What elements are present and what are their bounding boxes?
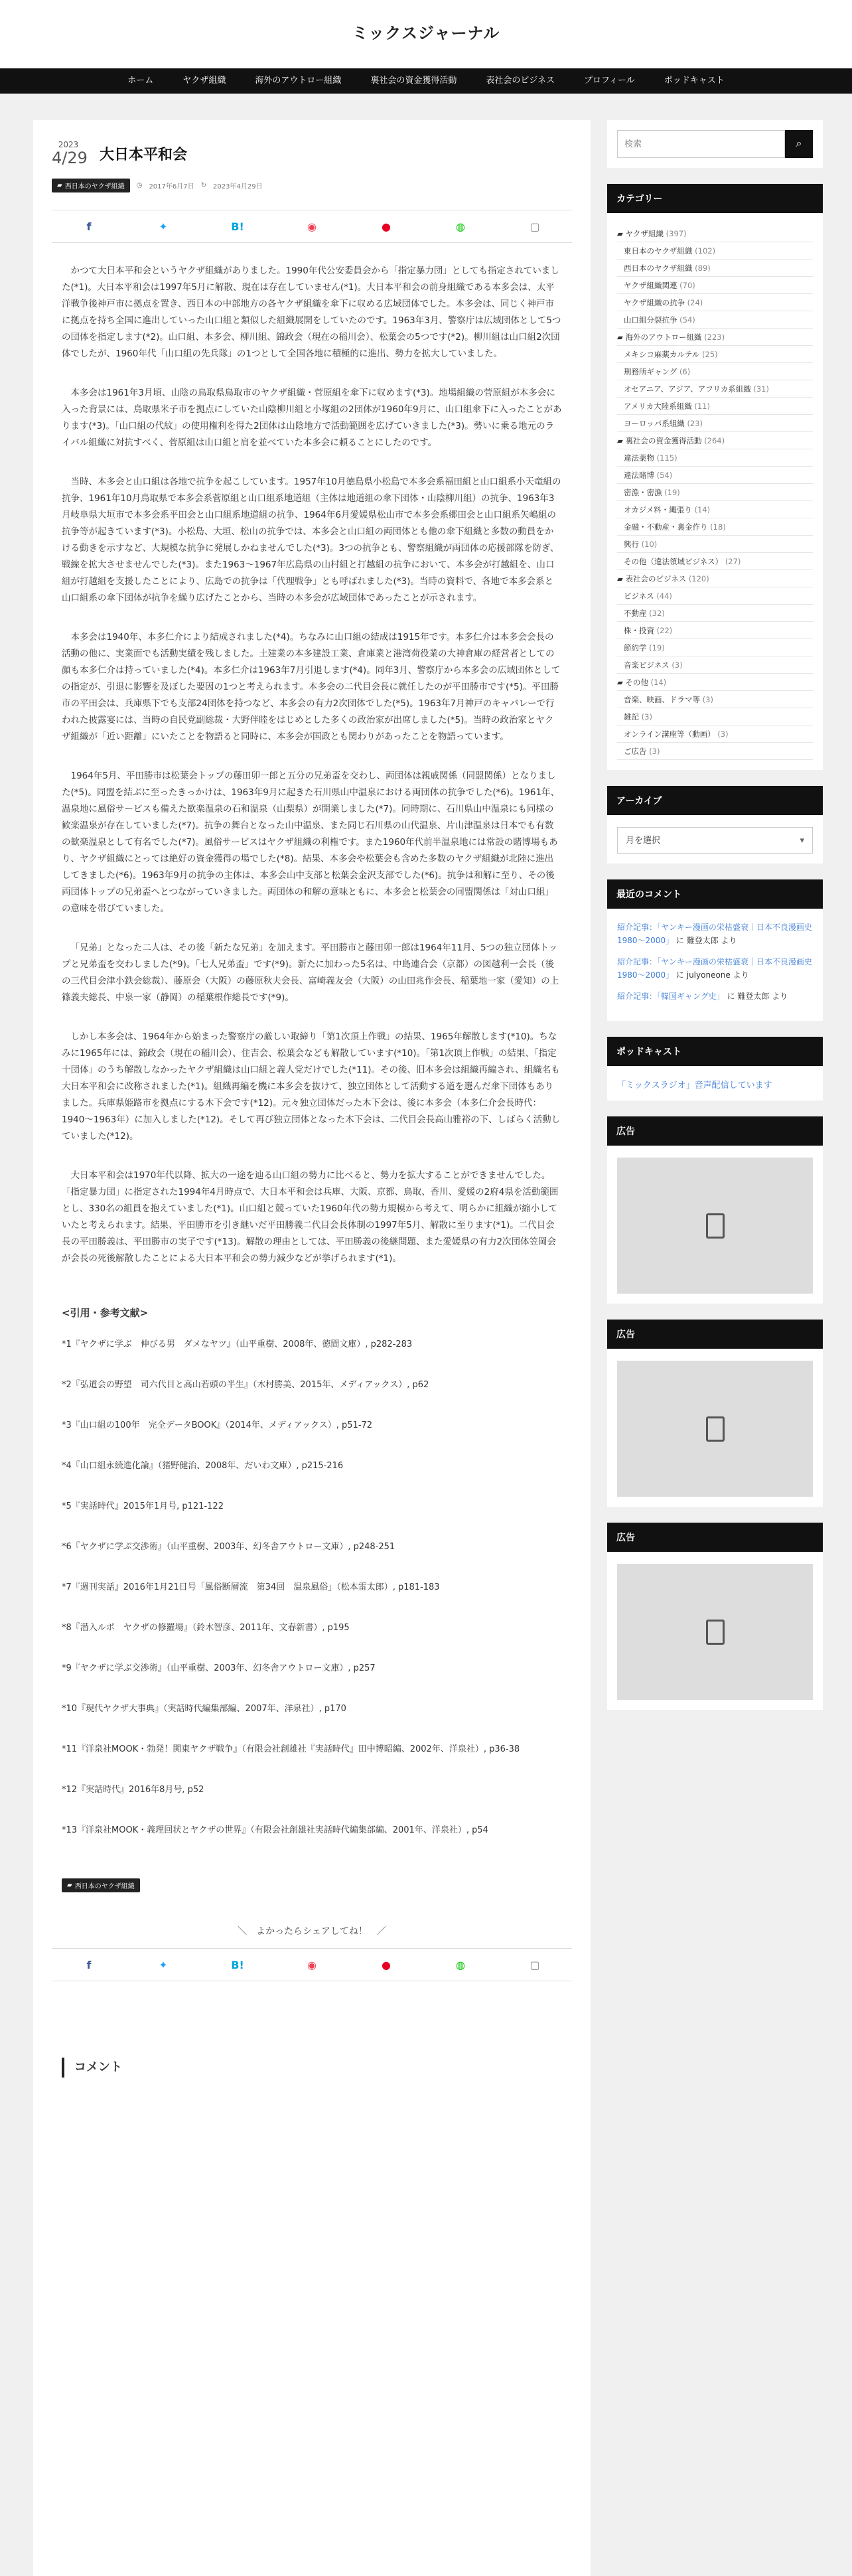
category-item[interactable] <box>617 260 813 277</box>
folder-icon: ▰ <box>617 574 626 583</box>
category-item-count: (223) <box>704 333 725 342</box>
categories-widget <box>607 184 823 770</box>
folder-icon: ▰ <box>617 333 626 342</box>
paragraph: 本多会は1961年3月頃、山陰の鳥取県鳥取市のヤクザ組織・菅原組を傘下に収めます(*3)。地場組織の菅原組が本多会に入った背景には、鳥取県米子市を拠点にしていた山陰柳川組と小塚組の2団体が1960年9月に、山口組傘下に入ったことがあります(*3)。「山口組の代紋」の使用権利を得た2団体は山陰地方で活動範囲を広げていきました(*3)。勢いに乗る地元のライバル組織に対抗すべく、菅原組は山口組と肩を並べていた本多会に頼ることにしたのです。 <box>62 388 562 448</box>
search-input[interactable] <box>617 130 785 158</box>
paragraph: 本多会は1940年、本多仁介により結成されました(*4)。ちなみに山口組の結成は1915年です。本多仁介は本多会会長の活動の他に、実業面でも活動実績を残しました。土建業の本多建設工業、倉庫業と港湾荷役業の大神倉庫の経営者としての顔も本多仁介は持っていました(*4)。本多仁介は1963年7月引退します(*4)。同年3月、警察庁から本多会の広域団体としての指定が、引退に影響を及ぼした要因の1つと考えられます。本多会の二代目会長に就任したのが平田勝市です(*5)。平田勝市の平田会は、兵庫県下でも支部24団体を持つなど、本多会の有力2次団体でした(*5)。1963年7月神戸のキャバレーで行われた披露宴には、当時の自民党副総裁・大野伴睦をはじめとした多くの政治家が出席しました(*5)。当時の政治家とヤクザ組織が「近い距離」にいたことを物語ると同時に、本多会が国政とも関わりがあったことを物語っています。 <box>62 632 561 742</box>
category-item-label: その他（違法領域ビジネス） <box>624 557 723 566</box>
reference-item: *12『実話時代』2016年8月号, p52 <box>62 1785 204 1795</box>
category-item-count: (3) <box>672 660 683 670</box>
paragraph: しかし本多会は、1964年から始まった警察庁の厳しい取締り「第1次頂上作戦」の結果、1965年解散します(*10)。ちなみに1965年には、錦政会（現在の稲川会）、住吉会、松葉会なども解散しています(*10)。「第1次頂上作戦」の結果、「指定十団体」のうち解散しなかったヤクザ組織は山口組と義人党だけでした(*11)。その後、旧本多会は組織再編され、組織名も大日本平和会に改称されました(*1)。組織再編を機に本多会を抜けて、独立団体として活動する道を選んだ傘下団体もありました。兵庫県姫路市を拠点にする木下会です(*12)。元々独立団体だった木下会は、後に本多会（本多仁介会長時代：1940〜1963年）に加入しました(*12)。そして再び独立団体となった木下会は、二代目会長高山雅裕の下、しばらく活動していました(*12)。 <box>62 1031 561 1142</box>
reference-item: *9『ヤクザに学ぶ交渉術』（山平重樹、2003年、幻冬舎アウトロー文庫）, p257 <box>62 1663 376 1673</box>
ad-placeholder[interactable] <box>617 1361 813 1497</box>
nav-business[interactable]: 表社会のビジネス <box>486 76 555 86</box>
line-share-icon[interactable]: ◍ <box>456 220 465 233</box>
pocket-share-icon[interactable]: ◉ <box>307 1958 317 1971</box>
category-item[interactable] <box>617 225 813 242</box>
sidebar <box>607 120 823 1726</box>
category-item[interactable] <box>617 484 813 501</box>
ad-title: 広告 <box>607 1320 823 1349</box>
category-item-count: (18) <box>710 522 726 532</box>
category-item-label: アメリカ大陸系組織 <box>624 402 692 411</box>
category-item-count: (3) <box>717 729 729 739</box>
category-item-label: 不動産 <box>624 609 647 618</box>
references <box>52 1306 572 1839</box>
category-item-label: 刑務所ギャング <box>624 367 677 376</box>
category-item[interactable] <box>617 311 813 329</box>
category-item-label: ヤクザ組織の抗争 <box>624 298 685 307</box>
category-item-label: 東日本のヤクザ組織 <box>624 246 693 256</box>
reference-item: *6『ヤクザに学ぶ交渉術』（山平重樹、2003年、幻冬舎アウトロー文庫）, p248-251 <box>62 1542 395 1552</box>
paragraph: 1964年5月、平田勝市は松葉会トップの藤田卯一郎と五分の兄弟盃を交わし、両団体は親戚関係（同盟関係）となりました(*5)。同盟を結ぶに至ったきっかけは、1963年9月に起きた石川県山中温泉における両団体の抗争でした(*6)。1961年、温泉地に風俗サービスも備えた歓楽温泉の石和温泉（山梨県）が開業しました(*7)。同時期に、石川県山中温泉にも同様の歓楽温泉が存在していました(*7)。抗争の舞台となった山中温泉、また同じ石川県の山代温泉、片山津温泉は日本でも有数の歓楽温泉として有名でした(*7)。風俗サービスはヤクザ組織の利権です。また1960年代前半温泉地には常設の賭博場もあり、ヤクザ組織にとっては絶好の資金獲得の場でした(*8)。結果、本多会や松葉会も含めた多数のヤクザ組織が北陸に進出してきました(*6)。1963年9月の抗争の主体は、本多会山中支部と松葉会金沢支部でした(*6)。抗争は和解に至り、その後両団体トップの兄弟盃へとつながっていきました。両団体の和解の意味ともに、本多会と松葉会の同盟関係は「対山口組」の意味を帯びていました。 <box>62 771 560 914</box>
category-item-label: 海外のアウトロー組織 <box>625 333 702 342</box>
comments-heading: コメント <box>62 2058 572 2078</box>
copy-link-icon[interactable]: ▢ <box>530 220 540 233</box>
category-item-label: オセアニア、アジア、アフリカ系組織 <box>624 384 751 394</box>
category-item[interactable] <box>617 656 813 674</box>
category-item[interactable] <box>617 346 813 363</box>
category-label: 西日本のヤクザ組織 <box>74 1883 135 1890</box>
recent-comment-link[interactable]: 紹介記事：「韓国ギャング史」 <box>617 992 725 1001</box>
site-title[interactable]: ミックスジャーナル <box>352 24 500 42</box>
copy-link-icon[interactable]: ▢ <box>530 1958 540 1971</box>
category-item-count: (23) <box>687 419 703 428</box>
pinterest-share-icon[interactable]: ● <box>382 220 391 233</box>
category-item-count: (31) <box>753 384 769 394</box>
category-item-count: (10) <box>641 540 658 549</box>
reference-item: *10『現代ヤクザ大事典』（実話時代編集部編、2007年、洋泉社）, p170 <box>62 1704 346 1714</box>
archive-select[interactable]: 月を選択 ▾ <box>617 827 813 854</box>
folder-icon: ▰ <box>617 678 626 687</box>
share-bar-top <box>52 210 572 243</box>
category-item-count: (14) <box>694 505 711 514</box>
reference-item: *13『洋泉社MOOK・義理回状とヤクザの世界』（有限会社創雄社実話時代編集部編、2001年、洋泉社）, p54 <box>62 1825 488 1835</box>
category-item[interactable] <box>617 674 813 691</box>
ad-widget <box>607 1320 823 1507</box>
search-icon: ⌕ <box>796 138 802 149</box>
reference-item: *8『潜入ルポ ヤクザの修羅場』（鈴木智彦、2011年、文春新書）, p195 <box>62 1623 350 1633</box>
search-widget <box>607 120 823 168</box>
published-date: 2017年6月7日 <box>149 183 194 190</box>
post-month-day: 4/29 <box>52 149 88 167</box>
facebook-share-icon[interactable]: f <box>86 220 92 233</box>
bottom-category <box>52 1878 572 1892</box>
ad-title: 広告 <box>607 1523 823 1552</box>
category-item-label: その他 <box>625 678 648 687</box>
category-item-label: ご広告 <box>624 747 647 756</box>
recent-comment: 紹介記事：「ヤンキー漫画の栄枯盛衰｜日本不良漫画史1980～2000」 に 難登太郎 より <box>617 923 812 945</box>
category-item-label: オカジメ料・縄張り <box>624 505 692 514</box>
reference-list <box>62 1337 562 1839</box>
category-item-count: (54) <box>656 471 673 480</box>
category-item[interactable] <box>617 536 813 553</box>
category-list <box>617 225 813 760</box>
recent-comment-link[interactable]: 紹介記事：「ヤンキー漫画の栄枯盛衰｜日本不良漫画史1980～2000」 <box>617 923 812 945</box>
facebook-share-icon[interactable]: f <box>86 1958 92 1971</box>
post-meta <box>52 179 572 192</box>
share-bar-bottom <box>52 1948 572 1981</box>
ad-widget <box>607 1116 823 1304</box>
category-item[interactable] <box>617 294 813 311</box>
category-item-label: ヨーロッパ系組織 <box>624 419 685 428</box>
category-item[interactable] <box>617 329 813 346</box>
category-item[interactable] <box>617 725 813 743</box>
category-item-count: (70) <box>679 281 695 290</box>
category-item-count: (3) <box>649 747 660 756</box>
category-item-label: 違法賭博 <box>624 471 654 480</box>
category-item-label: 株・投資 <box>624 626 654 635</box>
category-item[interactable] <box>617 277 813 294</box>
category-item-label: ビジネス <box>624 591 654 601</box>
category-item-label: 興行 <box>624 540 639 549</box>
category-item-count: (19) <box>649 643 665 652</box>
category-item-count: (24) <box>687 298 703 307</box>
podcast-widget <box>607 1037 823 1100</box>
category-item-count: (397) <box>666 229 687 238</box>
category-item-count: (25) <box>701 350 718 359</box>
category-item-count: (19) <box>664 488 680 497</box>
category-item[interactable] <box>617 467 813 484</box>
reference-item: *2『弘道会の野望 司六代目と高山若頭の半生』（木村勝美、2015年、メディアックス）, p62 <box>62 1380 429 1390</box>
category-item[interactable] <box>617 553 813 570</box>
post-year: 2023 <box>58 140 79 149</box>
folder-icon: ▰ <box>617 229 626 238</box>
category-item[interactable] <box>617 380 813 398</box>
category-item-count: (3) <box>702 695 713 704</box>
reference-item: *3『山口組の100年 完全データBOOK』（2014年、メディアックス）, p51-72 <box>62 1420 373 1430</box>
paragraph: かつて大日本平和会というヤクザ組織がありました。1990年代公安委員会から「指定暴力団」としても指定されていました(*1)。大日本平和会は1997年5月に解散、現在は存在していません(*1)。大日本平和会の前身組織である本多会は、太平洋戦争後神戸市に拠点を置き、西日本の中部地方の各ヤクザ組織を傘下に収める広域団体でした。本多会は、同じく神戸市に拠点を持ち全国に進出していった山口組と類似した組織展開をしていたのです。1963年3月、警察庁は広域団体として5つの団体を指定します(*2)。山口組、本多会、柳川組、錦政会（現在の稲川会）、松葉会の5つです(*2)。柳川組は山口組2次団体でしたが、1960年代「山口組の先兵隊」の1つとして全国各地に積極的に進出、勢力を拡大していました。 <box>62 265 561 359</box>
line-share-icon[interactable]: ◍ <box>456 1958 465 1971</box>
nav-home[interactable]: ホーム <box>127 76 154 86</box>
category-badge[interactable]: ▰ 西日本のヤクザ組織 <box>52 179 130 192</box>
global-nav <box>0 68 852 94</box>
twitter-share-icon[interactable]: ✦ <box>159 220 168 233</box>
category-item-count: (120) <box>688 574 709 583</box>
category-item-label: 山口組分裂抗争 <box>624 315 677 325</box>
category-item-count: (102) <box>695 246 716 256</box>
updated-date: 2023年4月29日 <box>213 183 263 190</box>
page-title: 大日本平和会 <box>100 146 188 163</box>
nav-underworld[interactable]: 裏社会の資金獲得活動 <box>370 76 457 86</box>
ad-title: 広告 <box>607 1116 823 1146</box>
nav-profile[interactable]: プロフィール <box>583 76 635 86</box>
paragraph: 「兄弟」となった二人は、その後「新たな兄弟」を加えます。平田勝市と藤田卯一郎は1964年11月、5つの独立団体トップと兄弟盃を交わしました(*9)。「七人兄弟盃」です(*9)。新たに加わった5名は、中島連合会（京都）の図越利一会長（後の三代目会津小鉄会総裁）、藤原会（大阪）の藤原秋夫会長、富崎義友会（大阪）の山田兆作会長、稲葉地一家（愛知）の上篠義夫総長、中泉一家（静岡）の稲葉根作総長です(*9)。 <box>62 943 559 1003</box>
category-item-label: 違法薬物 <box>624 453 654 463</box>
recent-comment-link[interactable]: 紹介記事：「ヤンキー漫画の栄枯盛衰｜日本不良漫画史1980～2000」 <box>617 957 812 980</box>
post-date <box>52 140 88 167</box>
category-item[interactable] <box>617 518 813 536</box>
category-item-count: (89) <box>695 264 711 273</box>
hatena-share-icon[interactable]: B! <box>231 220 244 233</box>
podcast-link[interactable]: 「ミックスラジオ」音声配信しています <box>617 1081 772 1091</box>
category-item-label: 金融・不動産・裏金作り <box>624 522 708 532</box>
category-item-label: メキシコ麻薬カルテル <box>624 350 700 359</box>
reference-item: *11『洋泉社MOOK・勃発！関東ヤクザ戦争』（有限会社創雄社『実話時代』田中博昭編、2002年、洋泉社）, p36-38 <box>62 1744 520 1754</box>
category-label: 西日本のヤクザ組織 <box>64 183 125 190</box>
category-item[interactable] <box>617 622 813 639</box>
share-prompt: ＼ よかったらシェアしてね！ ／ <box>238 1926 386 1937</box>
recent-comment: 紹介記事：「ヤンキー漫画の栄枯盛衰｜日本不良漫画史1980～2000」 に julyoneone より <box>617 957 812 980</box>
hatena-share-icon[interactable]: B! <box>231 1958 244 1971</box>
category-item-count: (14) <box>650 678 667 687</box>
category-item-label: 音楽、映画、ドラマ等 <box>624 695 700 704</box>
site-header <box>0 0 852 68</box>
category-item-count: (11) <box>694 402 710 411</box>
category-item[interactable] <box>617 639 813 656</box>
paragraph: 当時、本多会と山口組は各地で抗争を起こしています。1957年10月徳島県小松島で本多会系福田組と山口組系小天竜組の抗争、1961年10月鳥取県で本多会系菅原組と山口組系地道組（主体は地道組の傘下団体・山陰柳川組）の抗争、1963年3月岐阜県大垣市で本多会系平田会と山口組系地道組の抗争、1964年6月愛媛県松山市で本多会系郷田会と山口組系矢嶋組の抗争等が起きています(*3)。小松島、大垣、松山の抗争では、本多会と山口組の両団体とも他の傘下組織と多数の動員をかける動きを示すなど、大規模な抗争に発展しかねませんでした(*3)。3つの抗争とも、警察組織が両団体の応援部隊を防ぎ、戦線を拡大させませんでした(*3)。また1963〜1967年広島県の山村組と打越組の抗争において、本多会が打越組を、山口組が打越組を支援したことにより、広島での抗争は「代理戦争」とも呼ばれました(*3)。当時の資料で、各地で本多会系と山口組系の傘下団体が抗争を繰り広げたことから、当時の本多会が広域団体であったことが示されます。 <box>62 477 561 603</box>
ad-widget <box>607 1523 823 1710</box>
nav-yakuza[interactable]: ヤクザ組織 <box>182 76 226 86</box>
nav-overseas[interactable]: 海外のアウトロー組織 <box>255 76 342 86</box>
category-item[interactable] <box>617 398 813 415</box>
category-item[interactable] <box>617 708 813 725</box>
category-item[interactable] <box>617 501 813 518</box>
category-item[interactable] <box>617 415 813 432</box>
post-body <box>52 263 572 1267</box>
category-item-count: (3) <box>641 712 652 721</box>
category-item-count: (27) <box>725 557 741 566</box>
podcast-title: ポッドキャスト <box>607 1037 823 1066</box>
references-title: <引用・参考文献> <box>62 1307 149 1319</box>
twitter-share-icon[interactable]: ✦ <box>159 1958 168 1971</box>
category-badge-bottom[interactable]: ▰ 西日本のヤクザ組織 <box>62 1878 140 1892</box>
category-item-label: オンライン講座等（動画） <box>624 729 715 739</box>
refresh-icon: ↻ <box>200 182 207 189</box>
recent-comments-widget <box>607 879 823 1021</box>
ad-placeholder[interactable] <box>617 1564 813 1700</box>
recent-comment: 紹介記事：「韓国ギャング史」 に 難登太郎 より <box>617 992 788 1001</box>
category-item-count: (32) <box>649 609 665 618</box>
category-item-label: 西日本のヤクザ組織 <box>624 264 693 273</box>
search-button[interactable] <box>785 130 813 158</box>
categories-title: カテゴリー <box>607 184 823 213</box>
category-item-label: 裏社会の資金獲得活動 <box>625 436 702 445</box>
reference-item: *1『ヤクザに学ぶ 伸びる男 ダメなヤツ』（山平重樹、2008年、徳間文庫）, p282-283 <box>62 1339 413 1349</box>
broken-image-icon <box>706 1213 725 1239</box>
archive-title: アーカイブ <box>607 786 823 815</box>
category-item[interactable] <box>617 449 813 467</box>
category-item-label: ヤクザ組織関連 <box>624 281 677 290</box>
category-item[interactable] <box>617 432 813 449</box>
pinterest-share-icon[interactable]: ● <box>382 1958 391 1971</box>
reference-item: *4『山口組永続進化論』（猪野健治、2008年、だいわ文庫）, p215-216 <box>62 1461 344 1471</box>
category-item[interactable] <box>617 570 813 587</box>
nav-podcast[interactable]: ポッドキャスト <box>664 76 725 86</box>
archive-widget <box>607 786 823 864</box>
recent-comments-title: 最近のコメント <box>607 879 823 909</box>
category-item-count: (264) <box>704 436 725 445</box>
broken-image-icon <box>706 1416 725 1442</box>
post-header <box>52 140 572 167</box>
category-item-label: 雑記 <box>624 712 639 721</box>
category-item-count: (6) <box>679 367 691 376</box>
category-item[interactable] <box>617 691 813 708</box>
broken-image-icon <box>706 1620 725 1645</box>
category-item-count: (22) <box>656 626 673 635</box>
category-item-count: (44) <box>656 591 672 601</box>
paragraph: 大日本平和会は1970年代以降、拡大の一途を辿る山口組の勢力に比べると、勢力を拡大することができませんでした。「指定暴力団」に指定された1994年4月時点で、大日本平和会は兵庫、大阪、京都、鳥取、香川、愛媛の2府4県を活動範囲とし、330名の組員を抱えていました(*1)。山口組と競っていた1960年代の勢力規模から考えて、明らかに組織が縮小していたと考えられます。結果、平田勝市を引き継いだ平田勝義二代目会長体制の1997年5月、解散に至ります(*1)。二代目会長の平田勝義は、平田勝市の実子です(*13)。解散の理由としては、平田勝義の後継問題、また愛媛県の有力2次団体笠岡会が会長の死後解散したことによる大日本平和会の勢力減少などが挙げられます(*1)。 <box>62 1170 559 1264</box>
folder-icon: ▰ <box>617 436 626 445</box>
category-item-label: 音楽ビジネス <box>624 660 670 670</box>
reference-item: *7『週刊実話』2016年1月21日号「風俗断層流 第34回 温泉風俗」（松本雷太郎）, p181-183 <box>62 1582 440 1592</box>
pocket-share-icon[interactable]: ◉ <box>307 220 317 233</box>
category-item[interactable] <box>617 363 813 380</box>
category-item-count: (54) <box>679 315 695 325</box>
article <box>33 120 591 2576</box>
reference-item: *5『実話時代』2015年1月号, p121-122 <box>62 1501 224 1511</box>
category-item[interactable] <box>617 587 813 605</box>
category-item-label: 密漁・密漁 <box>624 488 662 497</box>
category-item-label: ヤクザ組織 <box>625 229 664 238</box>
clock-icon: ◷ <box>136 182 143 189</box>
category-item-label: 表社会のビジネス <box>625 574 687 583</box>
category-item-count: (115) <box>656 453 677 463</box>
ad-placeholder[interactable] <box>617 1158 813 1294</box>
category-item[interactable] <box>617 242 813 260</box>
category-item[interactable] <box>617 743 813 760</box>
category-item[interactable] <box>617 605 813 622</box>
category-item-label: 節約学 <box>624 643 647 652</box>
